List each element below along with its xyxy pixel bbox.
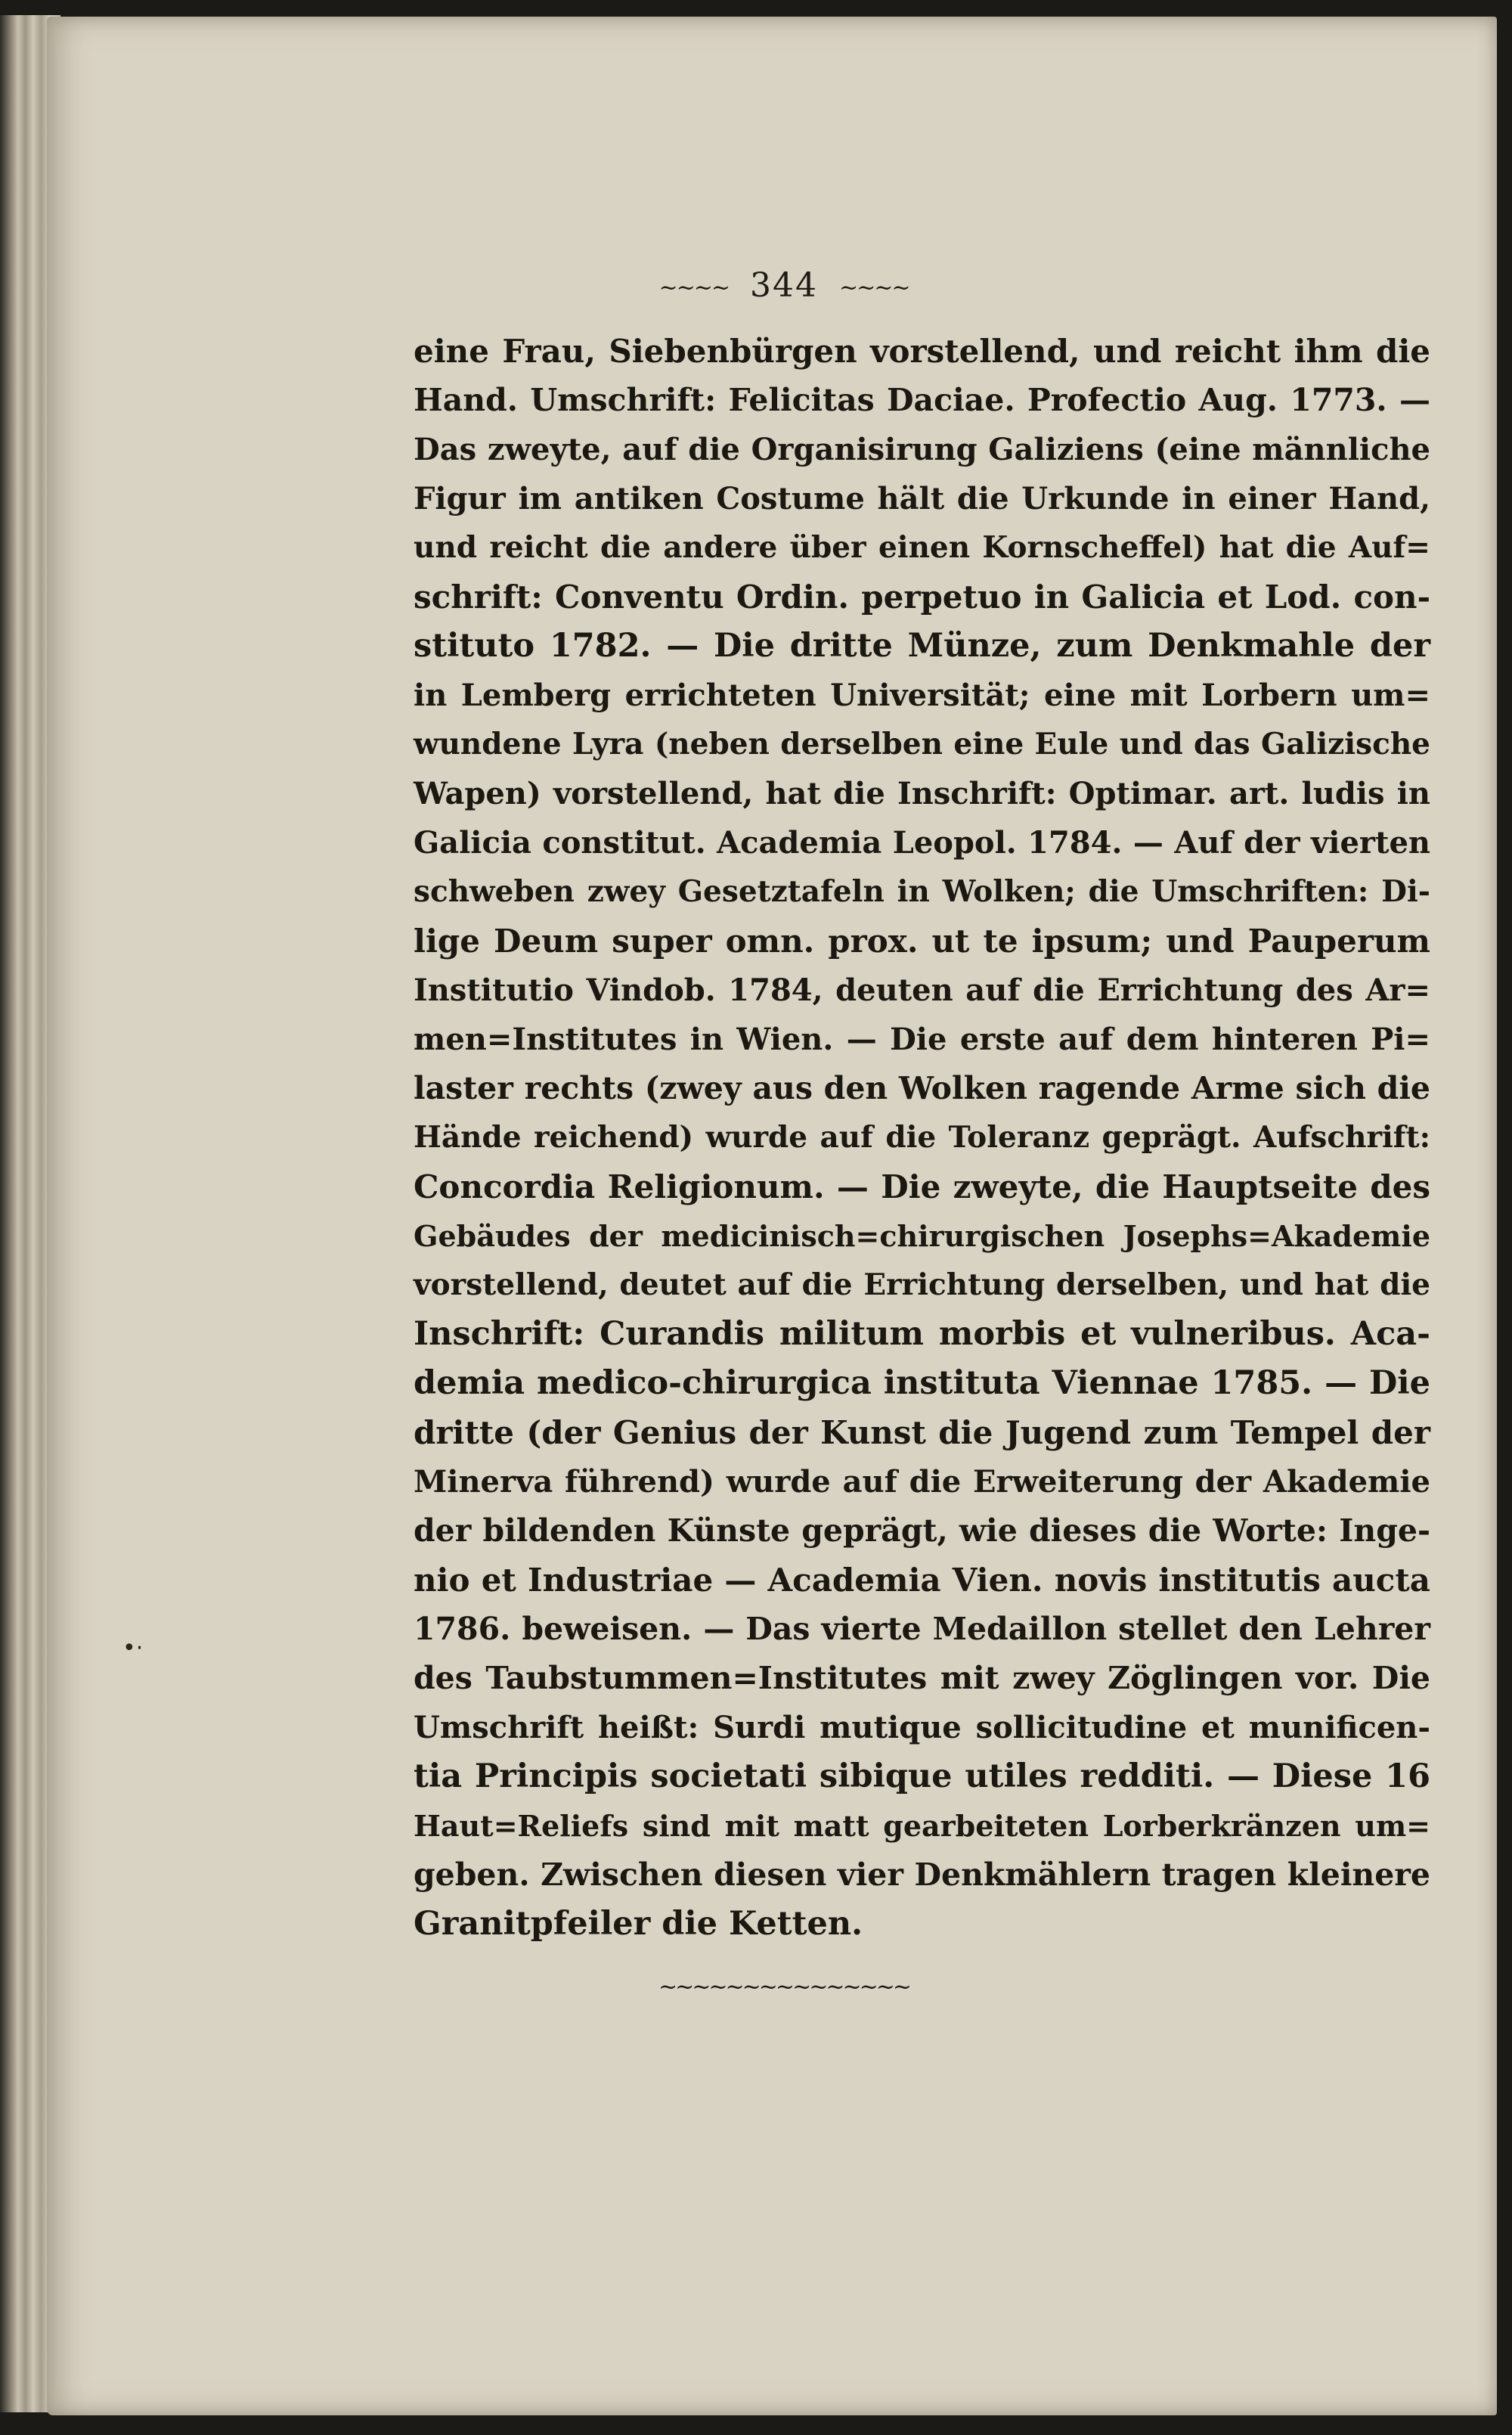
header-ornament-right: ~~~~ (838, 275, 909, 301)
text-line: dritte (der Genius der Kunst die Jugend zum Tempel der (414, 1414, 1430, 1451)
text-line: Concordia Religionum. — Die zweyte, die Hauptseite des (414, 1168, 1430, 1205)
body-text (414, 327, 1430, 1949)
page-number: 344 (750, 266, 818, 305)
text-line: tia Principis societati sibique utiles redditi. — Diese 16 (414, 1757, 1430, 1795)
text-line: laster rechts (zwey aus den Wolken ragende Arme sich die (414, 1070, 1430, 1106)
text-line: Granitpfeiler die Ketten. (414, 1905, 863, 1943)
text-line: und reicht die andere über einen Kornscheffel) hat die Auf= (414, 530, 1430, 565)
page-header (47, 266, 1512, 305)
text-line: nio et Industriae — Academia Vien. novis institutis aucta (414, 1562, 1430, 1599)
text-line: Galicia constitut. Academia Leopol. 1784. — Auf der vierten (414, 825, 1430, 861)
text-line: Institutio Vindob. 1784, deuten auf die Errichtung des Ar= (414, 972, 1430, 1008)
text-line: Das zweyte, auf die Organisirung Galiziens (eine männliche (414, 432, 1430, 467)
margin-mark: •· (122, 1635, 144, 1661)
text-line: eine Frau, Siebenbürgen vorstellend, und reicht ihm die (414, 333, 1430, 370)
text-line: geben. Zwischen diesen vier Denkmählern tragen kleinere (414, 1856, 1430, 1893)
text-line: Umschrift heißt: Surdi mutique sollicitudine et munificen- (414, 1710, 1430, 1745)
text-line: vorstellend, deutet auf die Errichtung derselben, und hat die (414, 1267, 1430, 1302)
text-line: schweben zwey Gesetztafeln in Wolken; die Umschriften: Di- (414, 874, 1430, 909)
text-line: demia medico-chirurgica instituta Viennae 1785. — Die (414, 1364, 1430, 1402)
book-page (47, 17, 1497, 2415)
text-line: schrift: Conventu Ordin. perpetuo in Galicia et Lod. con- (414, 579, 1430, 616)
text-line: Minerva führend) wurde auf die Erweiterung der Akademie (414, 1464, 1430, 1500)
text-line: 1786. beweisen. — Das vierte Medaillon stellet den Lehrer (414, 1611, 1430, 1647)
text-line: Gebäudes der medicinisch=chirurgischen Josephs=Akademie (414, 1219, 1430, 1253)
text-line: stituto 1782. — Die dritte Münze, zum Denkmahle der (414, 627, 1430, 665)
text-line: Figur im antiken Costume hält die Urkunde in einer Hand, (414, 481, 1430, 516)
text-line: wundene Lyra (neben derselben eine Eule und das Galizische (414, 727, 1430, 762)
text-line: Hände reichend) wurde auf die Toleranz geprägt. Aufschrift: (414, 1120, 1430, 1155)
text-line: Inschrift: Curandis militum morbis et vulneribus. Aca- (414, 1315, 1430, 1353)
end-ornament: ~~~~~~~~~~~~~~~ (658, 1974, 910, 2000)
text-line: Hand. Umschrift: Felicitas Daciae. Profectio Aug. 1773. — (414, 382, 1430, 418)
text-line: lige Deum super omn. prox. ut te ipsum; und Pauperum (414, 923, 1430, 960)
text-line: Haut=Reliefs sind mit matt gearbeiteten Lorberkränzen um= (414, 1809, 1430, 1843)
text-line: in Lemberg errichteten Universität; eine mit Lorbern um= (414, 678, 1430, 713)
text-line: Wapen) vorstellend, hat die Inschrift: Optimar. art. ludis in (414, 776, 1430, 811)
text-line: men=Institutes in Wien. — Die erste auf dem hinteren Pi= (414, 1022, 1430, 1057)
header-ornament-left: ~~~~ (658, 275, 729, 301)
text-line: der bildenden Künste geprägt, wie dieses die Worte: Inge- (414, 1512, 1430, 1549)
text-line: des Taubstummen=Institutes mit zwey Zöglingen vor. Die (414, 1660, 1430, 1696)
